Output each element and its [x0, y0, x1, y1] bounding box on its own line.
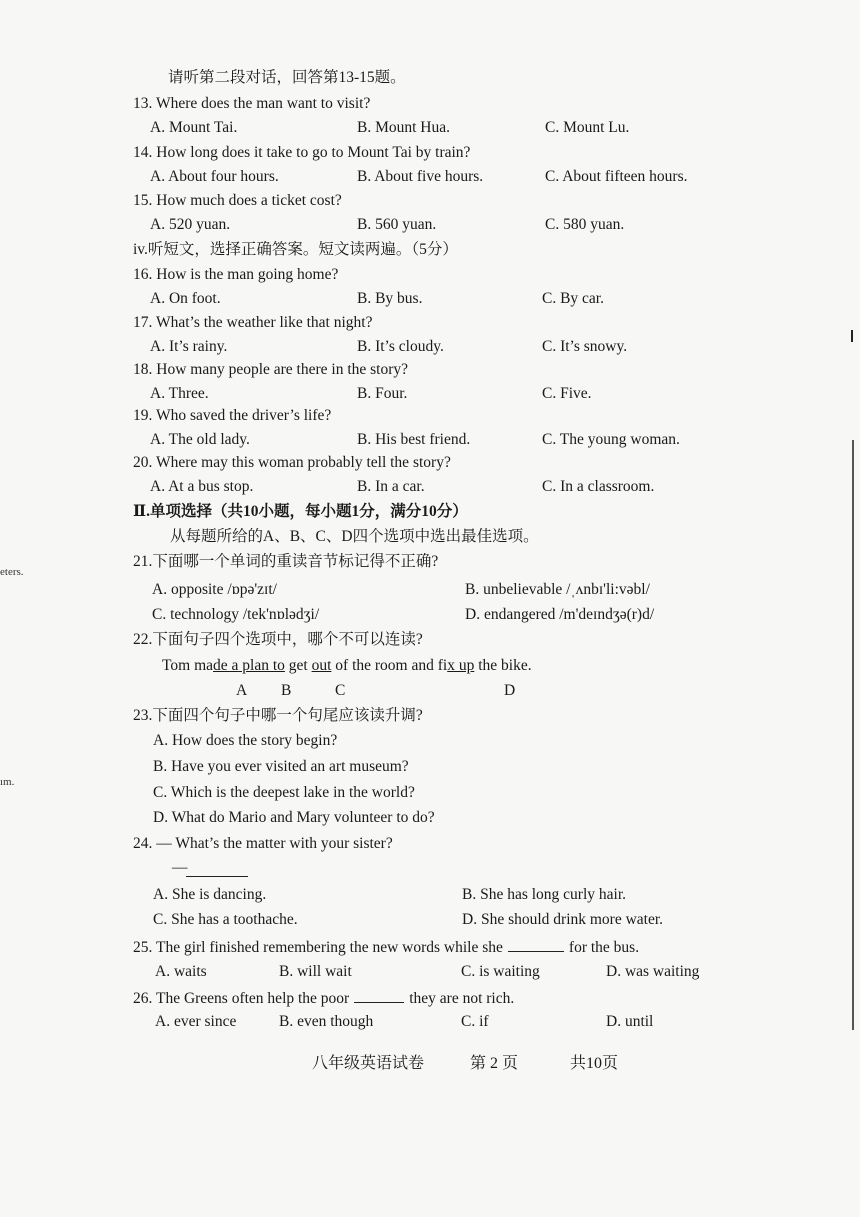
option-23c: C. Which is the deepest lake in the world?	[153, 784, 415, 801]
option-15b: B. 560 yuan.	[357, 216, 437, 233]
section-intro: 请听第二段对话，回答第13-15题。	[168, 69, 406, 86]
option-26b: B. even though	[279, 1013, 374, 1030]
q22-letter-b: B	[281, 682, 292, 699]
option-15c: C. 580 yuan.	[545, 216, 625, 233]
option-24b: B. She has long curly hair.	[462, 886, 627, 903]
question-stem-25: 25. The girl finished remembering the new words while she for the bus.	[133, 939, 640, 956]
option-14a: A. About four hours.	[150, 168, 279, 185]
option-24d: D. She should drink more water.	[462, 911, 664, 928]
option-26c: C. if	[461, 1013, 489, 1030]
question-stem-16: 16. How is the man going home?	[133, 266, 339, 283]
option-25b: B. will wait	[279, 963, 352, 980]
option-23d: D. What do Mario and Mary volunteer to do?	[153, 809, 435, 826]
question-stem-18: 18. How many people are there in the story?	[133, 361, 409, 378]
option-25c: C. is waiting	[461, 963, 540, 980]
question-stem-19: 19. Who saved the driver’s life?	[133, 407, 332, 424]
option-18c: C. Five.	[542, 385, 592, 402]
option-17a: A. It’s rainy.	[150, 338, 228, 355]
question-stem-20: 20. Where may this woman probably tell the story?	[133, 454, 451, 471]
footer-title: 八年级英语试卷	[312, 1055, 425, 1072]
q24-reply-dash: —	[172, 859, 188, 876]
section-iv-heading: iv.听短文，选择正确答案。短文读两遍。（5分）	[133, 241, 458, 258]
option-25d: D. was waiting	[606, 963, 700, 980]
option-20b: B. In a car.	[357, 478, 425, 495]
option-25a: A. waits	[155, 963, 207, 980]
option-23a: A. How does the story begin?	[153, 732, 338, 749]
q22-letter-d: D	[504, 682, 516, 699]
option-26d: D. until	[606, 1013, 654, 1030]
option-19c: C. The young woman.	[542, 431, 680, 448]
option-20a: A. At a bus stop.	[150, 478, 254, 495]
section-ii-heading: Ⅱ.单项选择（共10小题，每小题1分，满分10分）	[133, 503, 468, 520]
edge-text-left-2: ım.	[0, 776, 15, 788]
option-19a: A. The old lady.	[150, 431, 250, 448]
option-24c: C. She has a toothache.	[153, 911, 298, 928]
edge-mark	[851, 330, 853, 342]
option-16a: A. On foot.	[150, 290, 221, 307]
q24-answer-blank	[186, 876, 248, 877]
option-18a: A. Three.	[150, 385, 209, 402]
option-15a: A. 520 yuan.	[150, 216, 231, 233]
option-18b: B. Four.	[357, 385, 408, 402]
q22-letter-a: A	[236, 682, 248, 699]
question-22-sentence: Tom made a plan to get out of the room and fix up the bike.	[162, 657, 532, 674]
option-21b: B. unbelievable /ˌʌnbɪ'li:vəbl/	[465, 581, 650, 598]
option-14b: B. About five hours.	[357, 168, 484, 185]
edge-line	[852, 440, 854, 1030]
option-19b: B. His best friend.	[357, 431, 471, 448]
option-13b: B. Mount Hua.	[357, 119, 450, 136]
question-stem-17: 17. What’s the weather like that night?	[133, 314, 373, 331]
option-23b: B. Have you ever visited an art museum?	[153, 758, 409, 775]
option-20c: C. In a classroom.	[542, 478, 655, 495]
section-ii-instruction: 从每题所给的A、B、C、D四个选项中选出最佳选项。	[170, 528, 539, 545]
question-stem-13: 13. Where does the man want to visit?	[133, 95, 371, 112]
question-stem-21: 21.下面哪一个单词的重读音节标记得不正确?	[133, 553, 439, 570]
option-24a: A. She is dancing.	[153, 886, 267, 903]
question-stem-23: 23.下面四个句子中哪一个句尾应该读升调?	[133, 707, 423, 724]
option-14c: C. About fifteen hours.	[545, 168, 688, 185]
question-stem-24: 24. — What’s the matter with your sister?	[133, 835, 393, 852]
option-17c: C. It’s snowy.	[542, 338, 628, 355]
option-26a: A. ever since	[155, 1013, 237, 1030]
question-stem-26: 26. The Greens often help the poor they are not rich.	[133, 990, 515, 1007]
option-21c: C. technology /tek'nɒlədʒi/	[152, 606, 320, 623]
option-21a: A. opposite /ɒpə'zɪt/	[152, 581, 277, 598]
footer-page: 第 2 页	[470, 1055, 519, 1072]
question-stem-15: 15. How much does a ticket cost?	[133, 192, 342, 209]
option-13a: A. Mount Tai.	[150, 119, 238, 136]
option-16c: C. By car.	[542, 290, 604, 307]
question-stem-22: 22.下面句子四个选项中，哪个不可以连读?	[133, 631, 423, 648]
option-16b: B. By bus.	[357, 290, 423, 307]
option-21d: D. endangered /m'deɪndʒə(r)d/	[465, 606, 655, 623]
footer-total: 共10页	[570, 1055, 619, 1072]
option-13c: C. Mount Lu.	[545, 119, 630, 136]
q22-letter-c: C	[335, 682, 346, 699]
option-17b: B. It’s cloudy.	[357, 338, 444, 355]
question-stem-14: 14. How long does it take to go to Mount Tai by train?	[133, 144, 471, 161]
edge-text-left-1: eters.	[0, 566, 24, 578]
